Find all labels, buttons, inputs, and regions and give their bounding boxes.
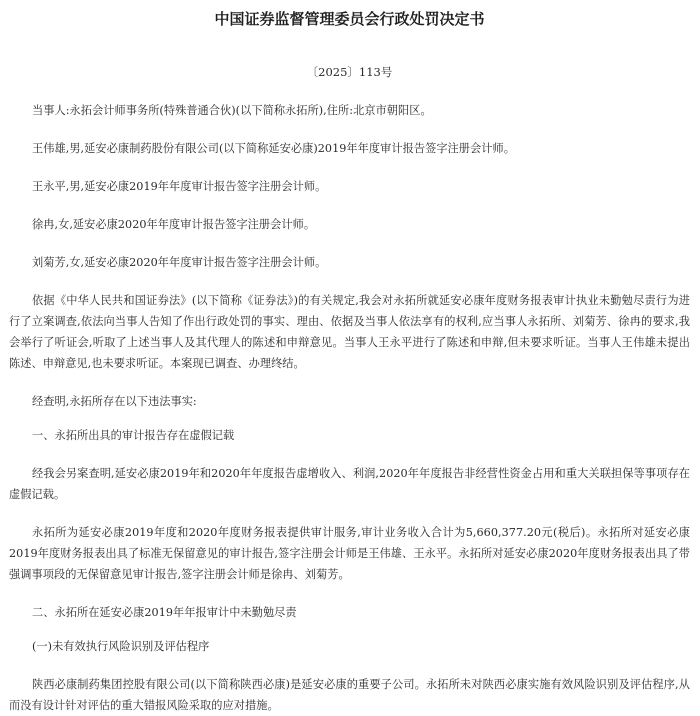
section-heading-2: 二、永拓所在延安必康2019年年报审计中未勤勉尽责 bbox=[32, 606, 297, 619]
subsection-paragraph-1: 陕西必康制药集团控股有限公司(以下简称陕西必康)是延安必康的重要子公司。永拓所未对陕西必康实施有效风险识别及评估程序,从而没有设计针对评估的重大错报风险采取的应对措施。 bbox=[9, 678, 690, 712]
party-paragraph-wang-yongping: 王永平,男,延安必康2019年年度审计报告签字注册会计师。 bbox=[32, 180, 327, 193]
subsection-heading-1: (一)未有效执行风险识别及评估程序 bbox=[32, 640, 210, 653]
findings-paragraph-1: 经我会另案查明,延安必康2019年和2020年年度报告虚增收入、利润,2020年年度报告非经营性资金占用和重大关联担保等事项存在虚假记载。 bbox=[9, 467, 690, 501]
party-paragraph-firm: 当事人:永拓会计师事务所(特殊普通合伙)(以下简称永拓所),住所:北京市朝阳区。 bbox=[32, 104, 432, 117]
procedure-paragraph: 依据《中华人民共和国证券法》(以下简称《证券法》)的有关规定,我会对永拓所就延安必康年度财务报表审计执业未勤勉尽责行为进行了立案调查,依法向当事人告知了作出行政处罚的事实、理由、依据及当事人依法享有的权利,应当事人永拓所、刘菊芳、徐冉的要求,我会举行了听证会,听取了上述当事人及其代理人的陈述和申辩意见。当事人王永平进行了陈述和申辩,但未要求听证。当事人王伟雄未提出陈述、申辩意见,也未要求听证。本案现已调查、办理终结。 bbox=[9, 294, 690, 370]
document-number: 〔2025〕113号 bbox=[306, 65, 393, 79]
findings-paragraph-2: 永拓所为延安必康2019年度和2020年度财务报表提供审计服务,审计业务收入合计为5,660,377.20元(税后)。永拓所对延安必康2019年度财务报表出具了标准无保留意见的审计报告,签字注册会计师是王伟雄、王永平。永拓所对延安必康2020年度财务报表出具了带强调事项段的无保留意见审计报告,签字注册会计师是徐冉、刘菊芳。 bbox=[9, 526, 690, 581]
section-heading-1: 一、永拓所出具的审计报告存在虚假记载 bbox=[32, 429, 235, 442]
document-title: 中国证券监督管理委员会行政处罚决定书 bbox=[214, 10, 485, 28]
findings-intro: 经查明,永拓所存在以下违法事实: bbox=[32, 395, 197, 408]
party-paragraph-xu-ran: 徐冉,女,延安必康2020年年度审计报告签字注册会计师。 bbox=[32, 218, 316, 231]
party-paragraph-liu-jufang: 刘菊芳,女,延安必康2020年年度审计报告签字注册会计师。 bbox=[32, 256, 327, 269]
party-paragraph-wang-weixiong: 王伟雄,男,延安必康制药股份有限公司(以下简称延安必康)2019年年度审计报告签字注册会计师。 bbox=[32, 142, 515, 155]
